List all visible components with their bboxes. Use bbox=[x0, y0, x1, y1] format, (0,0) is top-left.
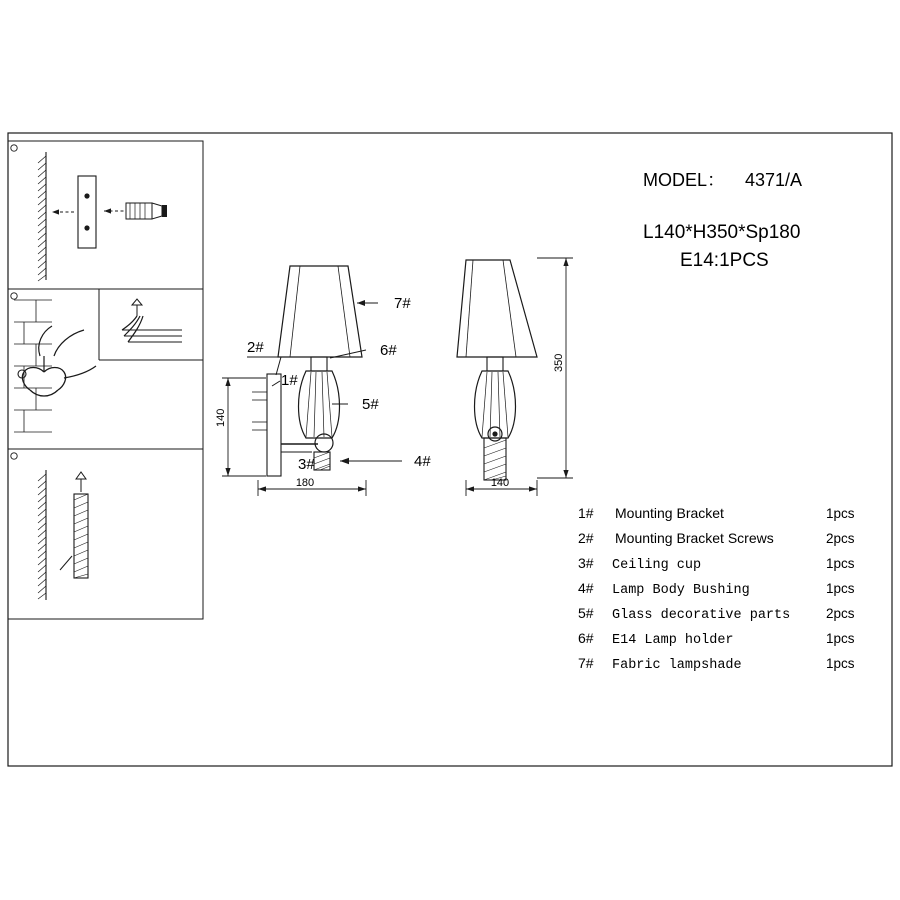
part-num: 5# bbox=[578, 605, 594, 621]
part-name: Fabric lampshade bbox=[612, 658, 742, 673]
lampshade-side bbox=[278, 266, 362, 357]
part-name: E14 Lamp holder bbox=[612, 633, 734, 648]
callout-4-label: 4# bbox=[414, 453, 431, 470]
dim-140h-label: 140 bbox=[215, 408, 227, 427]
part-qty: 1pcs bbox=[826, 631, 855, 646]
callout-6-label: 6# bbox=[380, 342, 397, 359]
part-qty: 2pcs bbox=[826, 531, 855, 546]
bushing-center-front bbox=[492, 431, 497, 436]
part-num: 7# bbox=[578, 655, 594, 671]
callout-5-label: 5# bbox=[362, 396, 379, 413]
part-num: 6# bbox=[578, 630, 594, 646]
part-qty: 1pcs bbox=[826, 581, 855, 596]
callout-3-label: 3# bbox=[298, 456, 315, 473]
bracket-hole-top bbox=[84, 193, 89, 198]
part-qty: 1pcs bbox=[826, 506, 855, 521]
part-name: Lamp Body Bushing bbox=[612, 583, 750, 598]
part-num: 2# bbox=[578, 530, 594, 546]
callout-7-label: 7# bbox=[394, 295, 411, 312]
dimensions-spec: L140*H350*Sp180 bbox=[643, 222, 801, 243]
bracket-hole-bottom bbox=[84, 225, 89, 230]
callout-1-label: 1# bbox=[281, 372, 298, 389]
part-num: 4# bbox=[578, 580, 594, 596]
dim-140w-label: 140 bbox=[490, 477, 510, 489]
model-value: 4371/A bbox=[745, 170, 803, 190]
part-qty: 2pcs bbox=[826, 606, 855, 621]
dim-180-label: 180 bbox=[295, 477, 315, 489]
part-name: Ceiling cup bbox=[612, 558, 702, 573]
dim-350-label: 350 bbox=[553, 353, 565, 372]
part-num: 1# bbox=[578, 505, 594, 521]
part-qty: 1pcs bbox=[826, 556, 855, 571]
callout-2-label: 2# bbox=[247, 339, 264, 356]
model-label: MODEL： bbox=[643, 170, 726, 190]
part-name: Mounting Bracket bbox=[615, 505, 724, 521]
part-qty: 1pcs bbox=[826, 656, 855, 671]
bulb-spec: E14:1PCS bbox=[680, 250, 769, 271]
part-name: Mounting Bracket Screws bbox=[615, 530, 774, 546]
part-name: Glass decorative parts bbox=[612, 608, 791, 623]
part-num: 3# bbox=[578, 555, 594, 571]
